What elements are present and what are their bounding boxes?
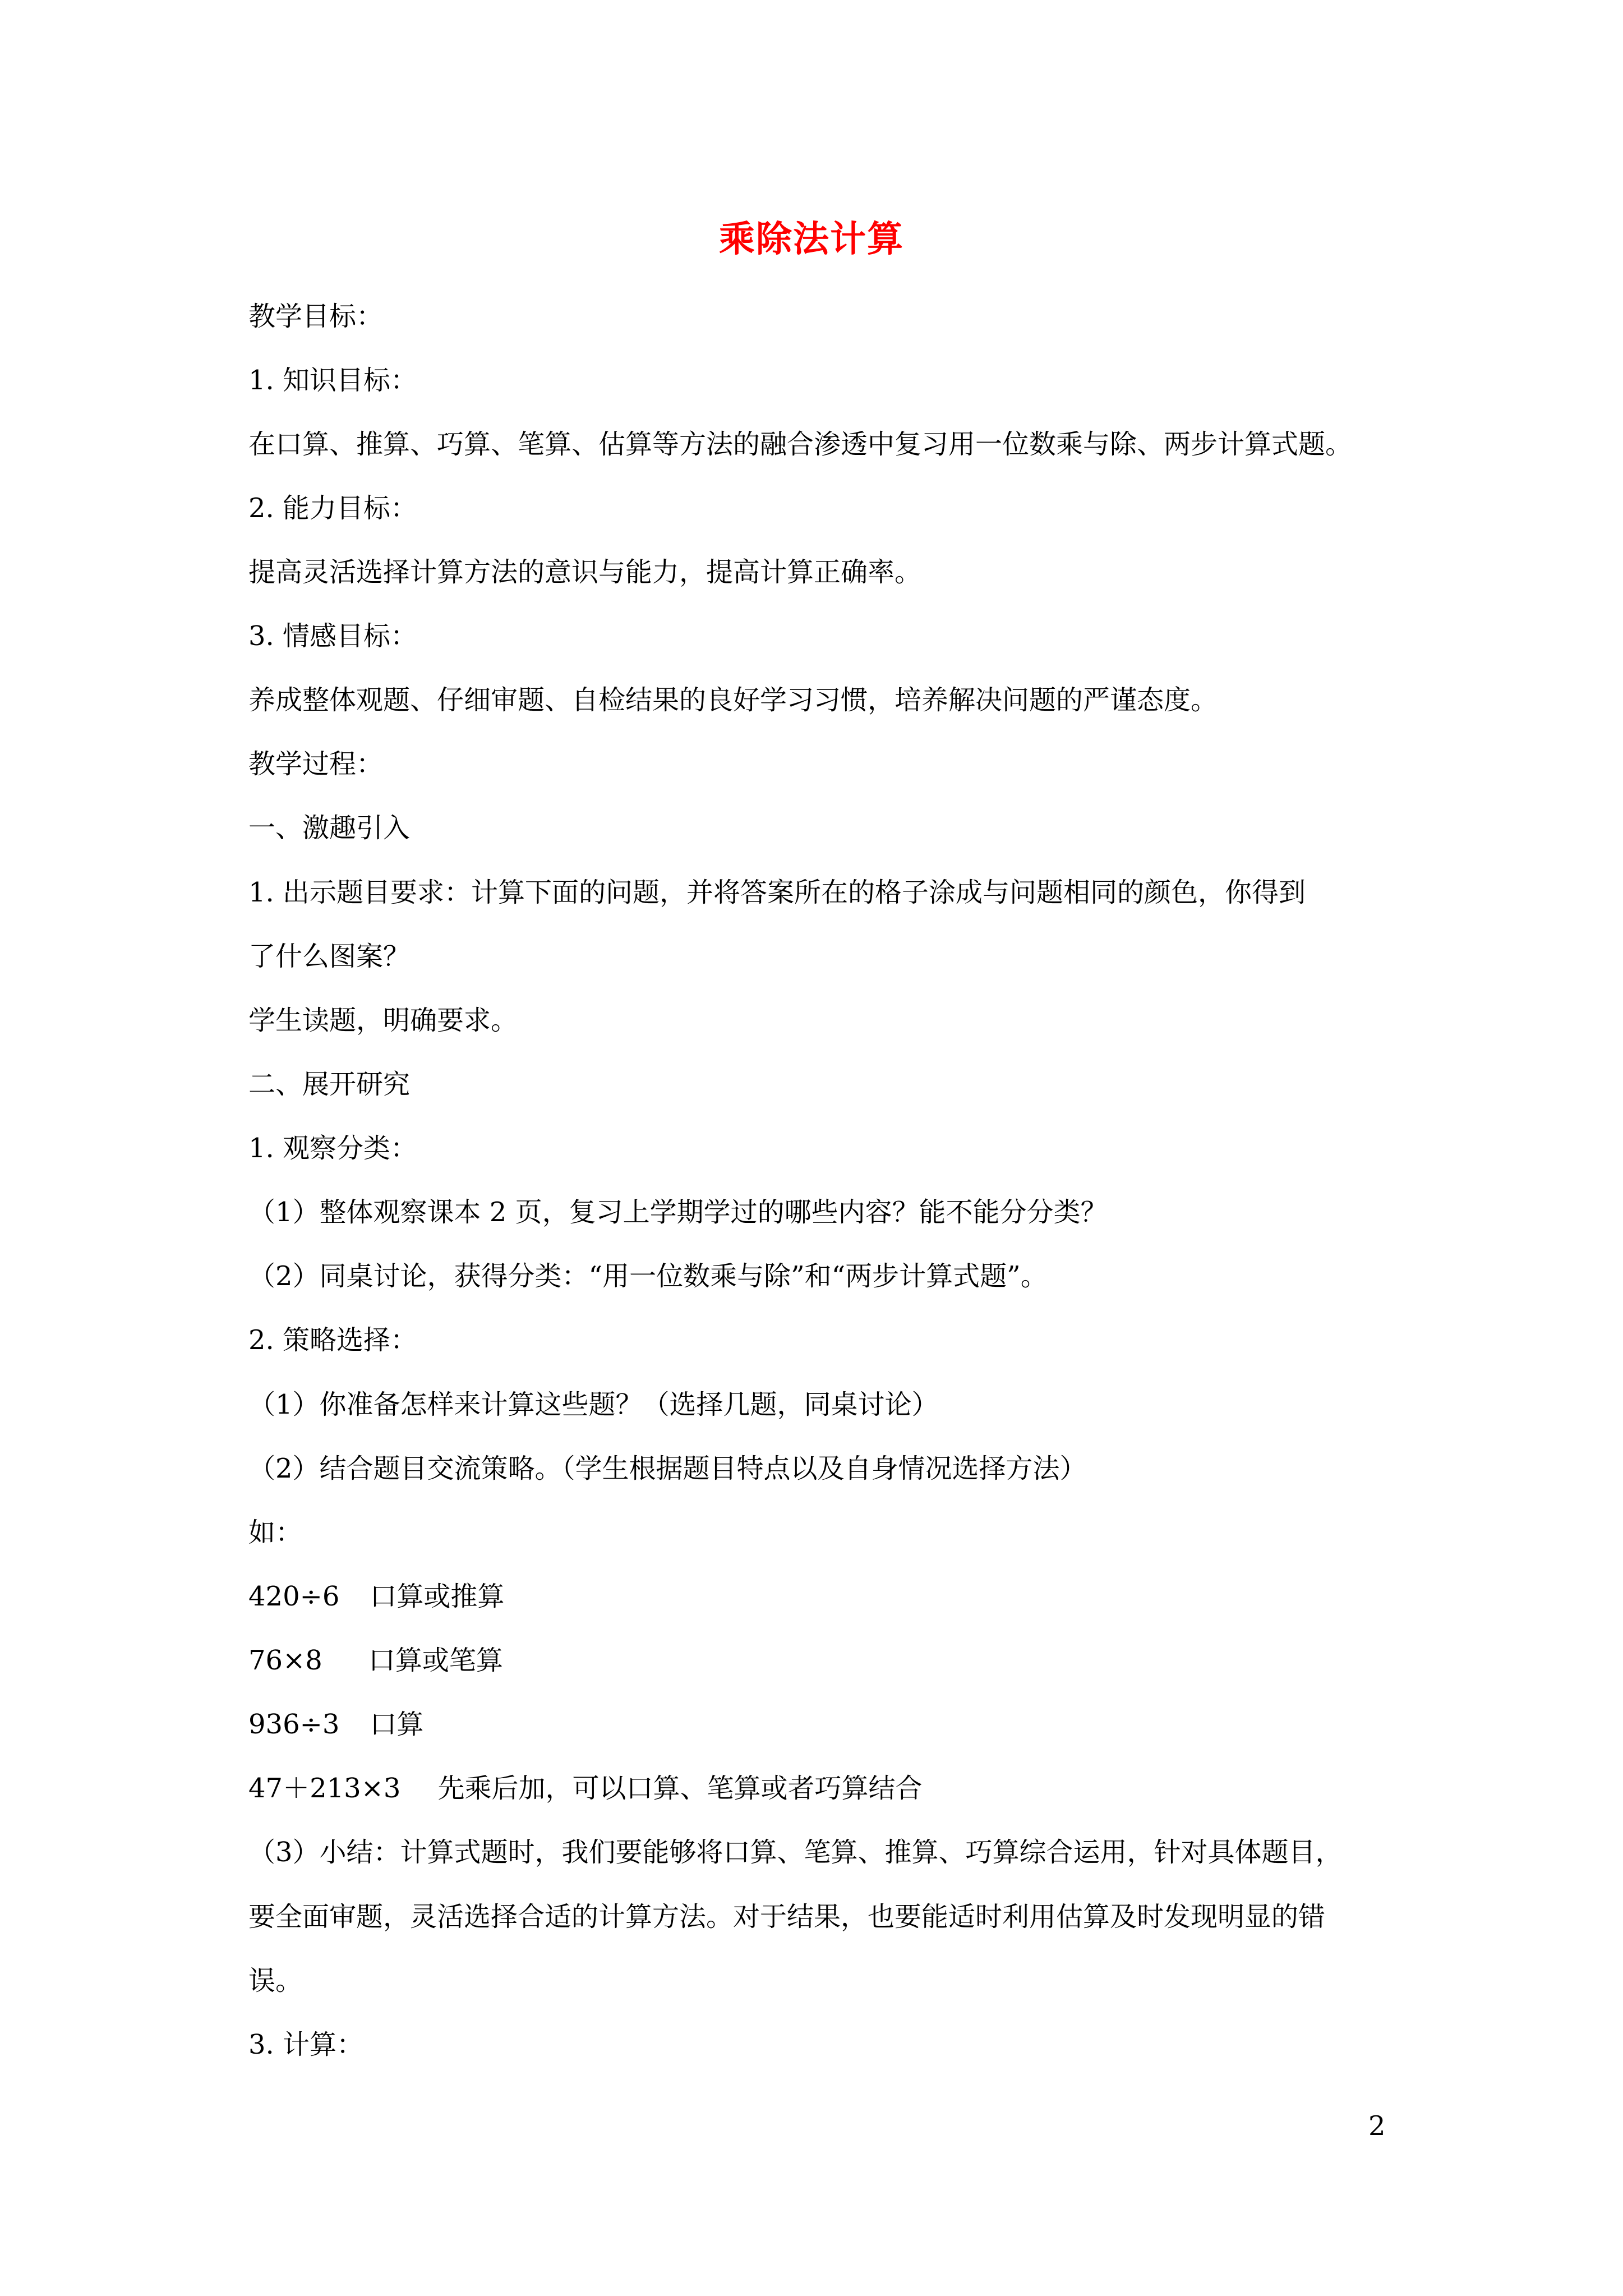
text-line: 3. 计算： <box>248 2029 364 2060</box>
document-title: 乘除法计算 <box>719 218 904 260</box>
text-line: 1. 出示题目要求：计算下面的问题，并将答案所在的格子涂成与问题相同的颜色，你得到 <box>248 877 1306 908</box>
text-line: （1）整体观察课本 2 页，复习上学期学过的哪些内容？能不能分分类？ <box>248 1197 1108 1228</box>
section-heading: 二、展开研究 <box>248 1069 411 1100</box>
example-expression: 420÷6 <box>248 1581 340 1612</box>
text-line: 教学过程： <box>248 748 384 780</box>
example-expression: 76×8 <box>248 1645 322 1676</box>
example-line <box>248 1644 1393 1677</box>
summary-line: 误。 <box>248 1965 303 1996</box>
example-method: 口算 <box>370 1709 424 1740</box>
text-line: 1. 知识目标： <box>248 365 418 396</box>
summary-line: 要全面审题，灵活选择合适的计算方法。对于结果，也要能适时利用估算及时发现明显的错 <box>248 1901 1326 1932</box>
summary-line: （3）小结：计算式题时，我们要能够将口算、笔算、推算、巧算综合运用，针对具体题目， <box>248 1837 1343 1868</box>
example-expression: 936÷3 <box>248 1709 340 1740</box>
example-line <box>248 1772 1393 1805</box>
example-method: 口算或笔算 <box>368 1645 503 1676</box>
text-line: （2）结合题目交流策略。（学生根据题目特点以及自身情况选择方法） <box>248 1453 1087 1484</box>
text-line: 2. 能力目标： <box>248 493 418 524</box>
text-line: 提高灵活选择计算方法的意识与能力，提高计算正确率。 <box>248 556 922 588</box>
text-line: 养成整体观题、仔细审题、自检结果的良好学习习惯，培养解决问题的严谨态度。 <box>248 684 1218 716</box>
example-line <box>248 1708 1393 1741</box>
text-line: （2）同桌讨论，获得分类：“用一位数乘与除”和“两步计算式题”。 <box>248 1260 1048 1292</box>
example-method: 先乘后加，可以口算、笔算或者巧算结合 <box>437 1773 923 1804</box>
text-line: 1. 观察分类： <box>248 1133 418 1164</box>
text-line: 如： <box>248 1517 303 1548</box>
example-line <box>248 1580 1393 1613</box>
page-number: 2 <box>1368 2110 1386 2142</box>
example-method: 口算或推算 <box>370 1581 505 1612</box>
text-line: 教学目标： <box>248 301 384 332</box>
text-line: 3. 情感目标： <box>248 620 418 652</box>
text-line: 了什么图案？ <box>248 941 411 972</box>
section-heading: 一、激趣引入 <box>248 812 411 844</box>
text-line: （1）你准备怎样来计算这些题？（选择几题，同桌讨论） <box>248 1389 939 1420</box>
text-line: 学生读题，明确要求。 <box>248 1005 518 1036</box>
text-line: 2. 策略选择： <box>248 1324 418 1356</box>
text-line: 在口算、推算、巧算、笔算、估算等方法的融合渗透中复习用一位数乘与除、两步计算式题。 <box>248 429 1353 460</box>
example-expression: 47＋213×3 <box>248 1773 401 1804</box>
